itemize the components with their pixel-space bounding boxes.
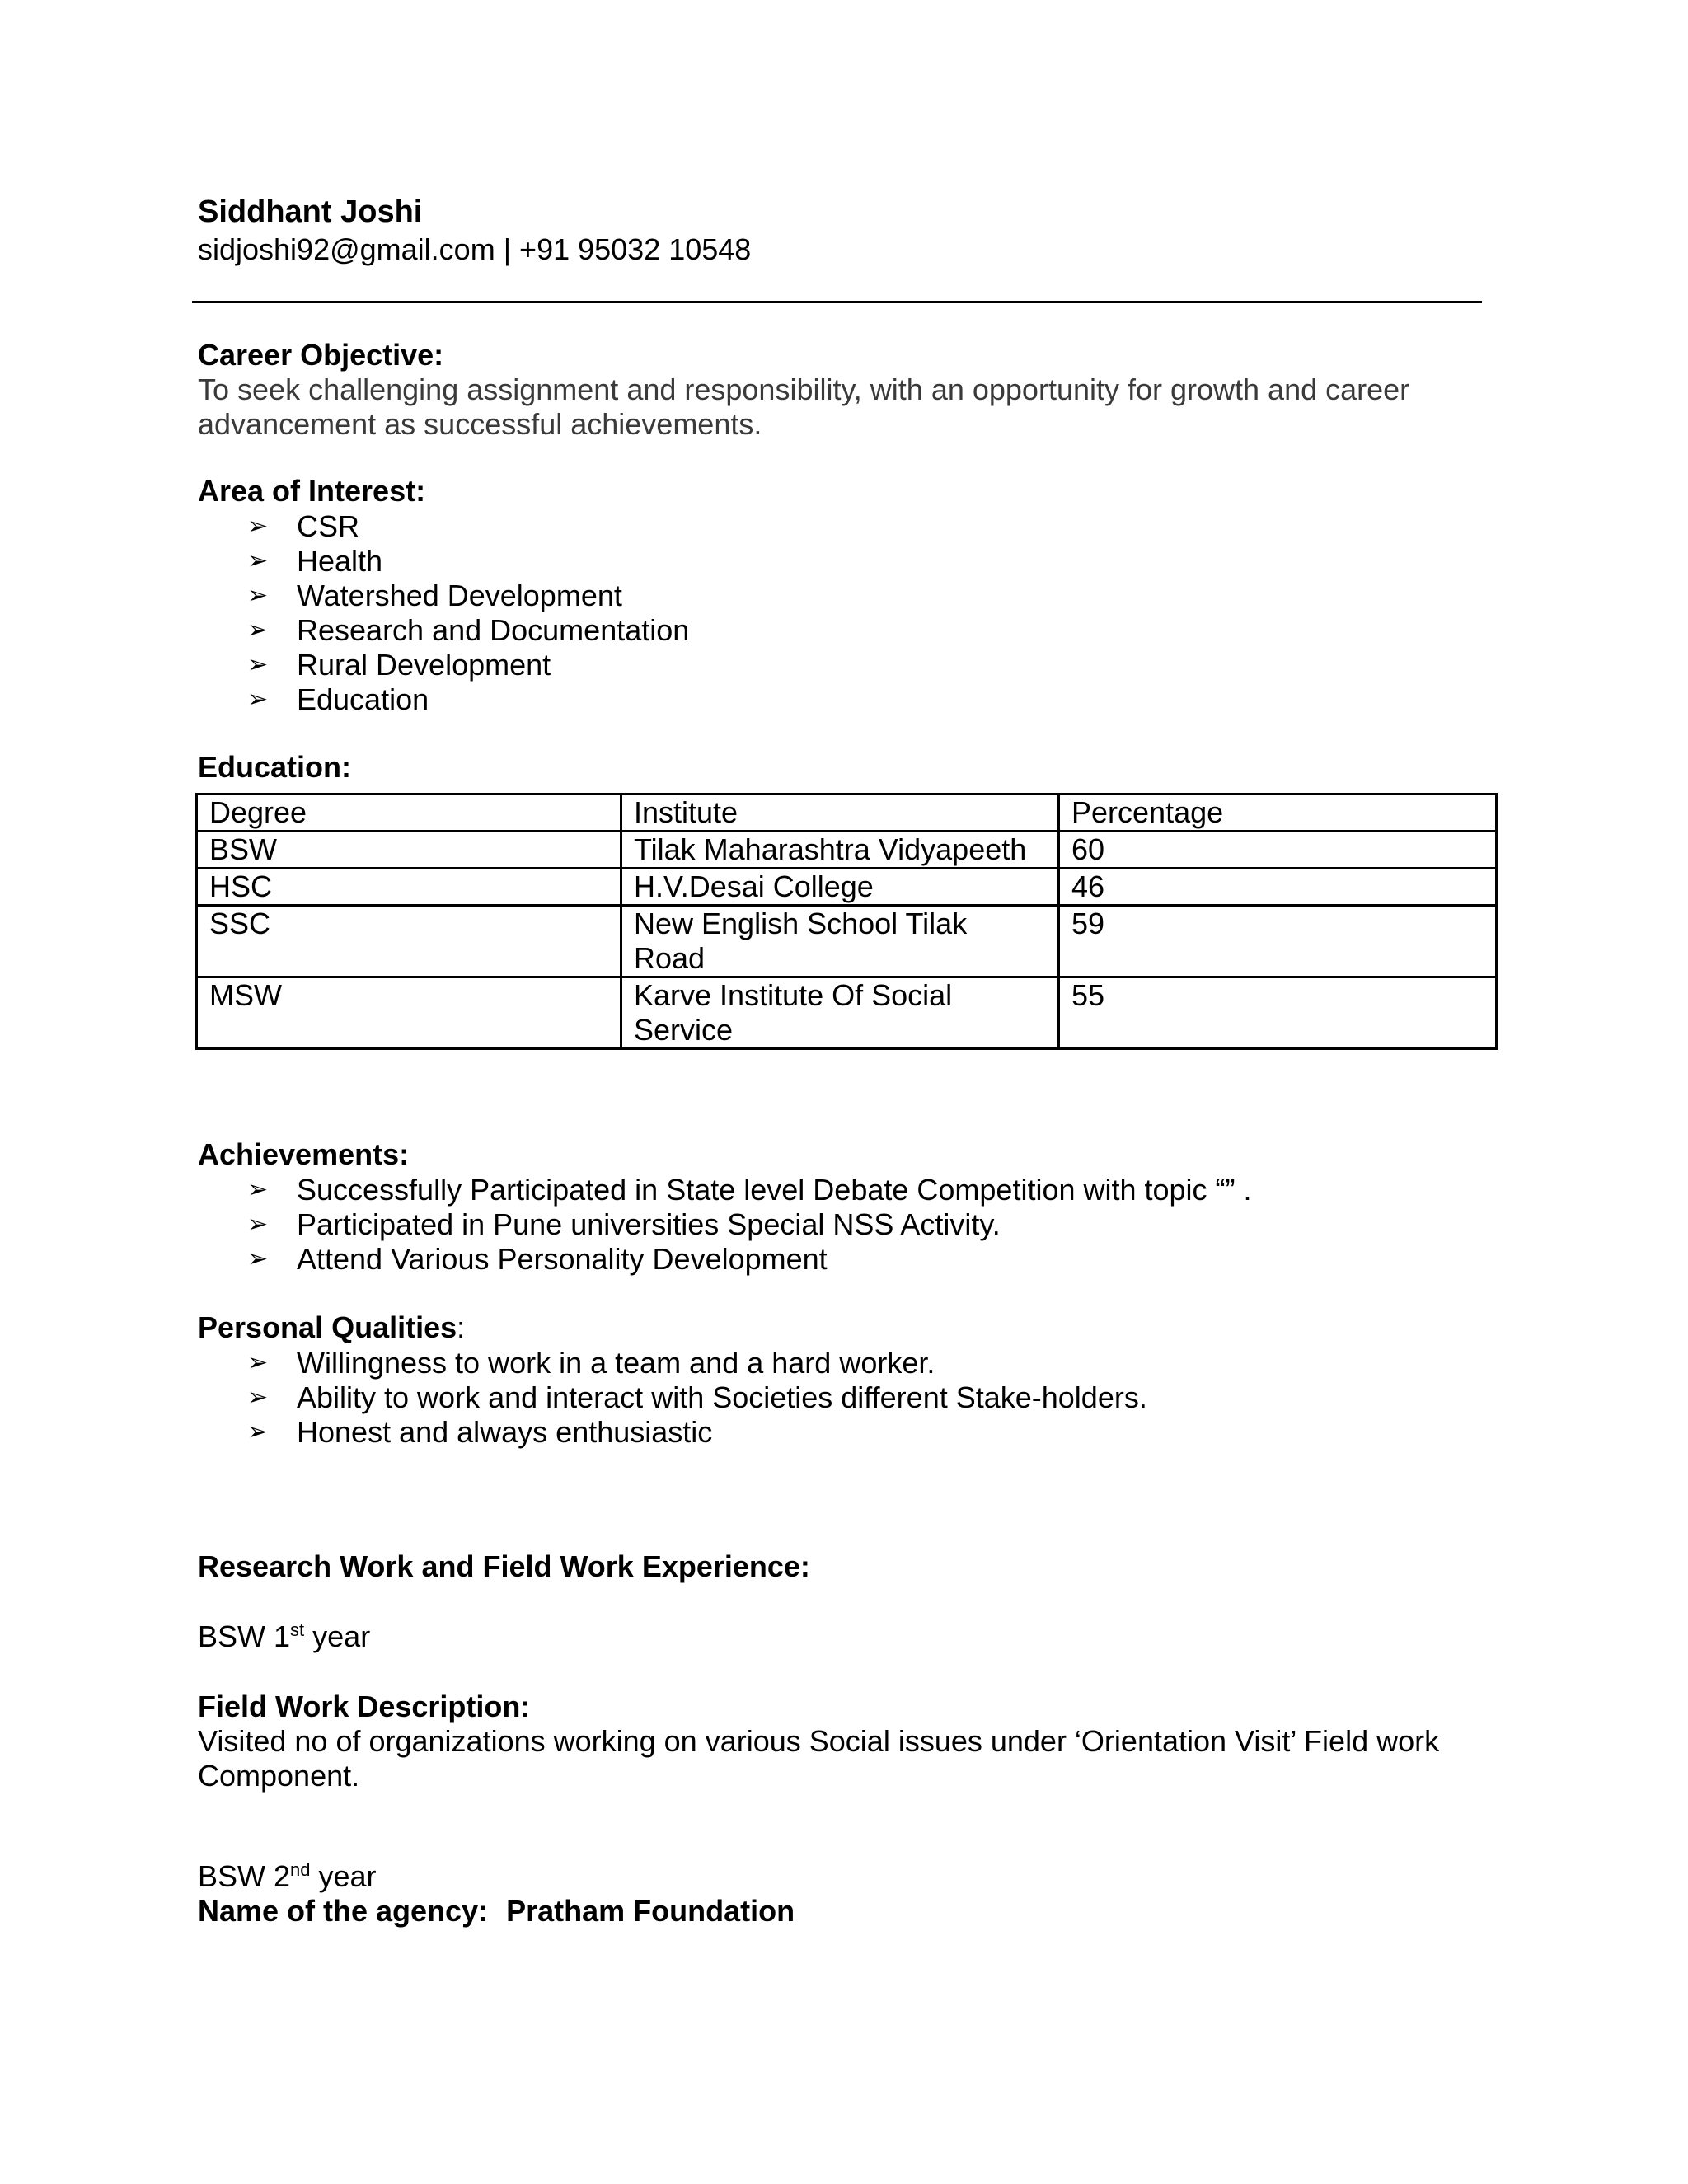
candidate-name: Siddhant Joshi — [198, 194, 423, 229]
arrow-bullet-icon: ➢ — [247, 1245, 269, 1272]
percentage-cell: 55 — [1059, 977, 1497, 1049]
degree-cell: BSW — [197, 832, 621, 869]
list-item: ➢ Honest and always enthusiastic — [247, 1415, 713, 1449]
contact-line: sidjoshi92@gmail.com | +91 95032 10548 — [198, 232, 752, 266]
achievements-heading: Achievements: — [198, 1137, 410, 1171]
list-item: ➢ Participated in Pune universities Special NSS Activity. — [247, 1207, 1001, 1241]
percentage-cell: 59 — [1059, 906, 1497, 977]
arrow-bullet-icon: ➢ — [247, 1418, 269, 1446]
list-item: ➢ Health — [247, 544, 383, 578]
bsw-first-year: BSW 1st year — [198, 1619, 371, 1653]
column-header-degree: Degree — [197, 794, 621, 832]
agency-line: Name of the agency: Pratham Foundation — [198, 1894, 795, 1928]
education-heading: Education: — [198, 750, 351, 784]
column-header-institute: Institute — [621, 794, 1059, 832]
table-header-row — [197, 794, 1497, 832]
arrow-bullet-icon: ➢ — [247, 686, 269, 713]
list-item: ➢ Willingness to work in a team and a hard worker. — [247, 1346, 935, 1380]
career-objective-heading: Career Objective: — [198, 338, 444, 372]
list-item: ➢ Watershed Development — [247, 579, 622, 612]
field-work-text: Visited no of organizations working on various Social issues under ‘Orientation Visit’ Field work Component. — [198, 1724, 1440, 1793]
personal-qualities-list — [247, 1346, 1147, 1450]
arrow-bullet-icon: ➢ — [247, 547, 269, 574]
table-row — [197, 832, 1497, 869]
arrow-bullet-icon: ➢ — [247, 1349, 269, 1376]
list-item: ➢ Rural Development — [247, 648, 551, 682]
arrow-bullet-icon: ➢ — [247, 1384, 269, 1411]
research-heading: Research Work and Field Work Experience: — [198, 1549, 810, 1583]
institute-cell: Tilak Maharashtra Vidyapeeth — [621, 832, 1059, 869]
list-item: ➢ CSR — [247, 509, 360, 543]
list-item: ➢ Ability to work and interact with Societies different Stake-holders. — [247, 1380, 1147, 1414]
arrow-bullet-icon: ➢ — [247, 582, 269, 609]
list-item: ➢ Education — [247, 682, 429, 716]
institute-cell: New English School Tilak Road — [621, 906, 1059, 977]
degree-cell: SSC — [197, 906, 621, 977]
arrow-bullet-icon: ➢ — [247, 1211, 269, 1238]
arrow-bullet-icon: ➢ — [247, 616, 269, 644]
education-table — [195, 793, 1498, 1050]
column-header-percentage: Percentage — [1059, 794, 1497, 832]
header-divider — [192, 301, 1482, 303]
personal-qualities-heading: Personal Qualities: — [198, 1310, 466, 1344]
list-item: ➢ Successfully Participated in State level Debate Competition with topic “” . — [247, 1173, 1252, 1207]
arrow-bullet-icon: ➢ — [247, 651, 269, 678]
career-objective-text: To seek challenging assignment and responsibility, with an opportunity for growth and career advancement as successful achievements. — [198, 373, 1410, 441]
table-row — [197, 906, 1497, 977]
area-of-interest-heading: Area of Interest: — [198, 474, 426, 508]
area-of-interest-list — [247, 509, 689, 717]
list-item: ➢ Research and Documentation — [247, 613, 690, 647]
arrow-bullet-icon: ➢ — [247, 513, 269, 540]
table-row — [197, 869, 1497, 906]
institute-cell: H.V.Desai College — [621, 869, 1059, 906]
institute-cell: Karve Institute Of Social Service — [621, 977, 1059, 1049]
list-item: ➢ Attend Various Personality Development — [247, 1242, 828, 1276]
arrow-bullet-icon: ➢ — [247, 1176, 269, 1203]
percentage-cell: 60 — [1059, 832, 1497, 869]
table-row — [197, 977, 1497, 1049]
degree-cell: HSC — [197, 869, 621, 906]
percentage-cell: 46 — [1059, 869, 1497, 906]
bsw-second-year: BSW 2nd year — [198, 1859, 377, 1893]
degree-cell: MSW — [197, 977, 621, 1049]
field-work-heading: Field Work Description: — [198, 1690, 531, 1723]
agency-name: Pratham Foundation — [506, 1894, 795, 1928]
achievements-list — [247, 1173, 1252, 1277]
